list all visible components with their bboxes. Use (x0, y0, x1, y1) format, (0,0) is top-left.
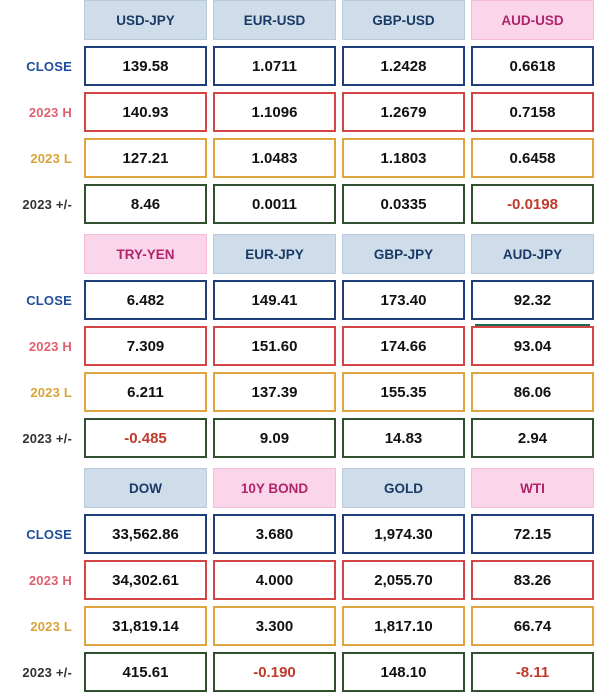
data-cell: 2.94 (471, 418, 594, 458)
data-cell: 3.680 (213, 514, 336, 554)
row-label: 2023 L (30, 150, 72, 166)
data-cell: 149.41 (213, 280, 336, 320)
data-cell: 1.1803 (342, 138, 465, 178)
data-cell: 0.7158 (471, 92, 594, 132)
row-label: 2023 H (28, 572, 72, 588)
column-header: AUD-JPY (471, 234, 594, 274)
data-cell: 1.0711 (213, 46, 336, 86)
row-label: CLOSE (26, 526, 72, 542)
row-label: 2023 +/- (22, 430, 72, 446)
data-cell: 140.93 (84, 92, 207, 132)
data-cell: 1.0483 (213, 138, 336, 178)
data-cell: 0.0335 (342, 184, 465, 224)
data-cell: 33,562.86 (84, 514, 207, 554)
data-cell: 31,819.14 (84, 606, 207, 646)
column-header: WTI (471, 468, 594, 508)
column-header: USD-JPY (84, 0, 207, 40)
data-cell: 93.04 (471, 326, 594, 366)
row-label: 2023 L (30, 384, 72, 400)
data-cell: 127.21 (84, 138, 207, 178)
data-cell: 3.300 (213, 606, 336, 646)
corner-spacer (6, 468, 78, 508)
data-cell: 0.0011 (213, 184, 336, 224)
data-cell: 148.10 (342, 652, 465, 692)
column-header: EUR-USD (213, 0, 336, 40)
data-cell: 1.2679 (342, 92, 465, 132)
data-cell: 415.61 (84, 652, 207, 692)
column-header: DOW (84, 468, 207, 508)
column-header: TRY-YEN (84, 234, 207, 274)
row-label: 2023 +/- (22, 664, 72, 680)
data-cell: 173.40 (342, 280, 465, 320)
data-cell: 151.60 (213, 326, 336, 366)
data-cell: 1,974.30 (342, 514, 465, 554)
data-cell: 86.06 (471, 372, 594, 412)
row-label: CLOSE (26, 58, 72, 74)
market-block (0, 0, 600, 224)
corner-spacer (6, 0, 78, 40)
row-label: 2023 +/- (22, 196, 72, 212)
data-cell: 8.46 (84, 184, 207, 224)
data-cell: 7.309 (84, 326, 207, 366)
market-block (0, 468, 600, 692)
row-label: 2023 L (30, 618, 72, 634)
data-cell: 1.2428 (342, 46, 465, 86)
data-cell: 0.6458 (471, 138, 594, 178)
column-header: GBP-USD (342, 0, 465, 40)
data-cell: 83.26 (471, 560, 594, 600)
data-cell: 9.09 (213, 418, 336, 458)
data-cell: -0.0198 (471, 184, 594, 224)
column-header: GOLD (342, 468, 465, 508)
data-cell: -0.190 (213, 652, 336, 692)
data-cell: 2,055.70 (342, 560, 465, 600)
data-cell: 174.66 (342, 326, 465, 366)
data-cell: 139.58 (84, 46, 207, 86)
data-cell: 72.15 (471, 514, 594, 554)
data-cell: 1.1096 (213, 92, 336, 132)
column-header: EUR-JPY (213, 234, 336, 274)
data-cell: 14.83 (342, 418, 465, 458)
row-label: 2023 H (28, 104, 72, 120)
row-label: 2023 H (28, 338, 72, 354)
data-cell: 66.74 (471, 606, 594, 646)
row-label: CLOSE (26, 292, 72, 308)
data-cell: -8.11 (471, 652, 594, 692)
column-header: GBP-JPY (342, 234, 465, 274)
data-cell: 4.000 (213, 560, 336, 600)
data-cell: 1,817.10 (342, 606, 465, 646)
data-cell: 6.211 (84, 372, 207, 412)
data-cell: 155.35 (342, 372, 465, 412)
data-cell: 6.482 (84, 280, 207, 320)
data-cell: 0.6618 (471, 46, 594, 86)
data-cell: -0.485 (84, 418, 207, 458)
data-cell: 92.32 (471, 280, 594, 320)
data-cell: 137.39 (213, 372, 336, 412)
market-block (0, 234, 600, 458)
column-header: 10Y BOND (213, 468, 336, 508)
column-header: AUD-USD (471, 0, 594, 40)
data-cell: 34,302.61 (84, 560, 207, 600)
corner-spacer (6, 234, 78, 274)
